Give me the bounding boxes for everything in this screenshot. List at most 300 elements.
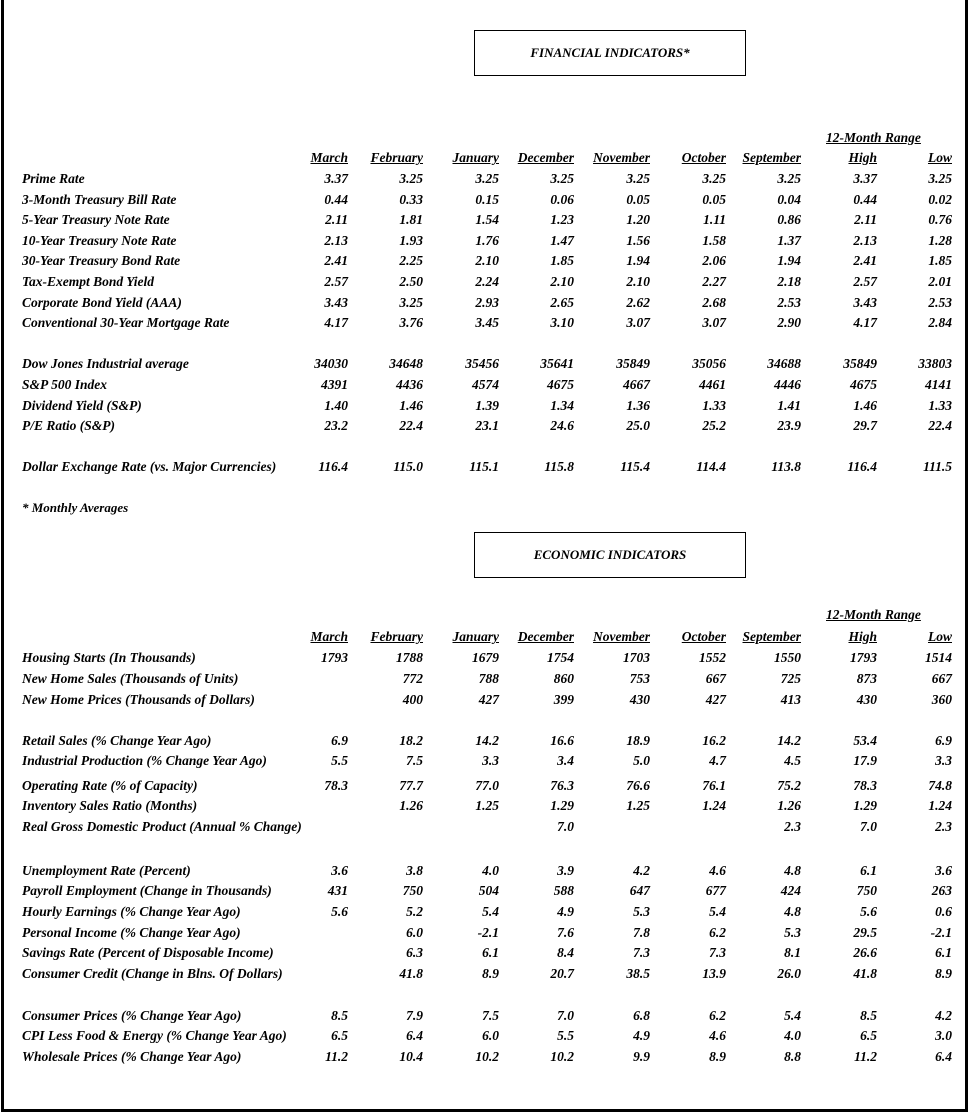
table-cell: 3.43 [853, 295, 877, 310]
table-cell: 41.8 [853, 966, 877, 981]
table-cell: 18.9 [626, 733, 650, 748]
table-cell: 2.41 [853, 253, 877, 268]
table-cell: 8.1 [784, 945, 801, 960]
table-cell: 115.0 [393, 459, 423, 474]
table-cell: 6.2 [709, 1008, 726, 1023]
table-cell: 76.3 [550, 778, 574, 793]
table-cell: 3.37 [853, 171, 877, 186]
table-cell: 1703 [623, 650, 650, 665]
table-cell: 3.07 [626, 315, 650, 330]
table-cell: 26.0 [777, 966, 801, 981]
table-cell: 38.5 [626, 966, 650, 981]
table-cell: 34030 [314, 356, 348, 371]
table-cell: 25.0 [626, 418, 650, 433]
table-cell: 1.94 [626, 253, 650, 268]
table-cell: 3.25 [550, 171, 574, 186]
table-row [0, 416, 975, 436]
table-cell: 3.43 [324, 295, 348, 310]
table-cell: 1.41 [777, 398, 801, 413]
row-label: Wholesale Prices (% Change Year Ago) [22, 1049, 242, 1064]
table-cell: 1.34 [550, 398, 574, 413]
table-cell: 2.68 [702, 295, 726, 310]
table-cell: 2.11 [325, 212, 348, 227]
table-cell: 76.1 [702, 778, 726, 793]
table-cell: 0.33 [399, 192, 423, 207]
table-cell: 4667 [623, 377, 650, 392]
table-cell: 1.39 [475, 398, 499, 413]
table-cell: 4.17 [853, 315, 877, 330]
table-cell: 4.5 [784, 753, 801, 768]
economic-title-box [474, 532, 746, 578]
table-cell: 76.6 [626, 778, 650, 793]
table-cell: 725 [780, 671, 801, 686]
table-cell: 6.4 [406, 1028, 423, 1043]
table-cell: 0.06 [550, 192, 574, 207]
table-cell: 4675 [850, 377, 877, 392]
table-cell: 4461 [699, 377, 726, 392]
table-cell: 115.4 [620, 459, 650, 474]
column-header: High [848, 629, 877, 644]
table-cell: 1514 [925, 650, 952, 665]
table-cell: 1.29 [853, 798, 877, 813]
table-row [0, 669, 975, 689]
table-cell: 5.6 [860, 904, 877, 919]
table-cell: 4446 [774, 377, 801, 392]
row-label: 30-Year Treasury Bond Rate [22, 253, 181, 268]
table-cell: 4.0 [784, 1028, 801, 1043]
table-cell: 3.76 [399, 315, 423, 330]
column-header: December [517, 629, 574, 644]
table-cell: 18.2 [399, 733, 423, 748]
table-cell: 22.4 [928, 418, 952, 433]
table-cell: 1.81 [399, 212, 423, 227]
table-cell: 7.5 [482, 1008, 499, 1023]
row-label: Hourly Earnings (% Change Year Ago) [22, 904, 241, 919]
table-cell: 3.07 [702, 315, 726, 330]
row-label: 10-Year Treasury Note Rate [22, 233, 177, 248]
table-cell: 2.90 [777, 315, 801, 330]
table-cell: 1.25 [475, 798, 499, 813]
financial-footnote-row [0, 498, 975, 518]
table-cell: 2.41 [324, 253, 348, 268]
table-cell: 1.36 [626, 398, 650, 413]
table-cell: 6.3 [406, 945, 423, 960]
table-cell: 2.13 [324, 233, 348, 248]
table-cell: 4.6 [709, 863, 726, 878]
table-row [0, 396, 975, 416]
table-cell: 2.13 [853, 233, 877, 248]
table-cell: 25.2 [702, 418, 726, 433]
table-row [0, 251, 975, 271]
table-cell: 1.20 [626, 212, 650, 227]
table-cell: 3.6 [935, 863, 952, 878]
table-cell: 3.25 [626, 171, 650, 186]
table-row [0, 751, 975, 771]
table-cell: 1550 [774, 650, 801, 665]
table-cell: 6.5 [860, 1028, 877, 1043]
table-cell: 0.05 [626, 192, 650, 207]
table-cell: 4.0 [482, 863, 499, 878]
table-cell: 7.3 [633, 945, 650, 960]
table-cell: 2.18 [777, 274, 801, 289]
table-cell: 750 [856, 883, 877, 898]
table-cell: 16.6 [550, 733, 574, 748]
table-row [0, 648, 975, 668]
table-cell: 3.9 [557, 863, 574, 878]
table-cell: 2.3 [935, 819, 952, 834]
table-cell: 6.1 [860, 863, 877, 878]
financial-column-headers [0, 148, 975, 168]
table-cell: 3.6 [331, 863, 348, 878]
table-row [0, 375, 975, 395]
table-cell: 10.2 [475, 1049, 499, 1064]
table-cell: 4.7 [709, 753, 726, 768]
table-cell: 22.4 [399, 418, 423, 433]
table-cell: 9.9 [633, 1049, 650, 1064]
table-cell: 3.45 [475, 315, 499, 330]
table-cell: 427 [705, 692, 726, 707]
table-cell: 78.3 [853, 778, 877, 793]
table-cell: 4675 [547, 377, 574, 392]
table-cell: 4391 [321, 377, 348, 392]
table-cell: 2.24 [475, 274, 499, 289]
table-cell: 3.25 [475, 171, 499, 186]
table-cell: 1.56 [626, 233, 650, 248]
column-header: February [370, 629, 423, 644]
table-cell: 77.0 [475, 778, 499, 793]
economic-column-headers [0, 627, 975, 647]
table-cell: 588 [553, 883, 574, 898]
row-label: Savings Rate (Percent of Disposable Income) [22, 945, 274, 960]
table-cell: 29.7 [853, 418, 877, 433]
table-cell: 116.4 [847, 459, 877, 474]
table-cell: 4574 [472, 377, 499, 392]
table-cell: 1.33 [928, 398, 952, 413]
table-cell: 0.86 [777, 212, 801, 227]
table-cell: -2.1 [930, 925, 952, 940]
table-row [0, 354, 975, 374]
table-cell: 1.94 [777, 253, 801, 268]
table-cell: 3.3 [482, 753, 499, 768]
column-header: March [310, 150, 348, 165]
row-label: Prime Rate [22, 171, 85, 186]
row-label: Inventory Sales Ratio (Months) [22, 798, 198, 813]
table-cell: 2.3 [784, 819, 801, 834]
table-cell: 6.9 [331, 733, 348, 748]
table-cell: 3.25 [399, 171, 423, 186]
table-cell: 772 [402, 671, 423, 686]
table-cell: 5.3 [633, 904, 650, 919]
table-cell: 6.1 [482, 945, 499, 960]
financial-footnote: * Monthly Averages [22, 500, 129, 515]
table-row [0, 293, 975, 313]
table-cell: 1552 [699, 650, 726, 665]
table-cell: 78.3 [324, 778, 348, 793]
table-cell: 424 [780, 883, 801, 898]
row-label: Conventional 30-Year Mortgage Rate [22, 315, 230, 330]
table-cell: 5.6 [331, 904, 348, 919]
row-label: Corporate Bond Yield (AAA) [22, 295, 182, 310]
table-cell: 115.8 [544, 459, 574, 474]
table-row [0, 776, 975, 796]
table-cell: 5.3 [784, 925, 801, 940]
table-cell: 2.84 [928, 315, 952, 330]
table-cell: 399 [553, 692, 574, 707]
table-cell: 33803 [918, 356, 952, 371]
table-row [0, 796, 975, 816]
table-cell: 0.04 [777, 192, 801, 207]
table-cell: 1.93 [399, 233, 423, 248]
table-cell: 14.2 [475, 733, 499, 748]
table-cell: 11.2 [325, 1049, 348, 1064]
table-cell: 1788 [396, 650, 423, 665]
table-cell: 430 [629, 692, 650, 707]
table-cell: 2.06 [702, 253, 726, 268]
row-label: Operating Rate (% of Capacity) [22, 778, 198, 793]
table-cell: 788 [478, 671, 499, 686]
table-cell: 1754 [547, 650, 574, 665]
table-cell: 1.40 [324, 398, 348, 413]
table-cell: 4.9 [633, 1028, 650, 1043]
table-cell: 6.1 [935, 945, 952, 960]
table-cell: 2.50 [399, 274, 423, 289]
table-cell: 400 [402, 692, 423, 707]
table-cell: 4.8 [784, 863, 801, 878]
table-cell: 1.76 [475, 233, 499, 248]
table-cell: 860 [553, 671, 574, 686]
table-cell: 4.2 [935, 1008, 952, 1023]
table-cell: 29.5 [853, 925, 877, 940]
table-cell: 114.4 [696, 459, 726, 474]
table-cell: 413 [780, 692, 801, 707]
table-cell: 1.46 [399, 398, 423, 413]
table-cell: 2.53 [777, 295, 801, 310]
table-row [0, 190, 975, 210]
table-cell: 4436 [396, 377, 423, 392]
table-cell: 14.2 [777, 733, 801, 748]
table-cell: 2.65 [550, 295, 574, 310]
row-label: Tax-Exempt Bond Yield [22, 274, 155, 289]
table-cell: 6.2 [709, 925, 726, 940]
column-header: December [517, 150, 574, 165]
table-cell: 23.9 [777, 418, 801, 433]
table-cell: 113.8 [771, 459, 801, 474]
table-cell: 0.15 [475, 192, 499, 207]
table-cell: 5.4 [482, 904, 499, 919]
table-cell: 1.23 [550, 212, 574, 227]
row-label: S&P 500 Index [22, 377, 108, 392]
table-cell: 6.4 [935, 1049, 952, 1064]
table-row [0, 902, 975, 922]
row-label: Payroll Employment (Change in Thousands) [22, 883, 272, 898]
table-cell: 16.2 [702, 733, 726, 748]
row-label: P/E Ratio (S&P) [22, 418, 116, 433]
table-cell: 2.62 [626, 295, 650, 310]
table-cell: 3.3 [935, 753, 952, 768]
table-row [0, 313, 975, 333]
table-cell: 13.9 [702, 966, 726, 981]
table-cell: 5.5 [557, 1028, 574, 1043]
table-cell: 1.11 [703, 212, 726, 227]
table-cell: 1793 [850, 650, 877, 665]
table-row [0, 210, 975, 230]
table-cell: 17.9 [853, 753, 877, 768]
table-cell: 4.17 [324, 315, 348, 330]
table-row [0, 1006, 975, 1026]
table-cell: 427 [478, 692, 499, 707]
table-cell: 1.37 [777, 233, 801, 248]
table-cell: 1.24 [702, 798, 726, 813]
table-cell: 1.58 [702, 233, 726, 248]
financial-title-box [474, 30, 746, 76]
column-header: January [452, 150, 499, 165]
column-header: Low [927, 629, 952, 644]
column-header: Low [927, 150, 952, 165]
table-cell: 4.2 [633, 863, 650, 878]
row-label: Real Gross Domestic Product (Annual % Change) [22, 819, 302, 834]
table-cell: 3.0 [935, 1028, 952, 1043]
table-cell: 2.10 [550, 274, 574, 289]
table-row [0, 861, 975, 881]
row-label: Industrial Production (% Change Year Ago) [22, 753, 267, 768]
table-cell: 74.8 [928, 778, 952, 793]
table-cell: 431 [327, 883, 348, 898]
table-cell: 7.8 [633, 925, 650, 940]
table-row [0, 923, 975, 943]
table-cell: 115.1 [469, 459, 499, 474]
table-cell: 6.5 [331, 1028, 348, 1043]
table-cell: 263 [931, 883, 952, 898]
row-label: CPI Less Food & Energy (% Change Year Ago) [22, 1028, 287, 1043]
table-cell: 753 [629, 671, 650, 686]
table-cell: 41.8 [399, 966, 423, 981]
table-cell: 8.9 [935, 966, 952, 981]
table-cell: 1.26 [777, 798, 801, 813]
table-cell: 3.8 [406, 863, 423, 878]
table-cell: 35849 [843, 356, 877, 371]
column-header: February [370, 150, 423, 165]
table-cell: 116.4 [318, 459, 348, 474]
table-cell: 35849 [616, 356, 650, 371]
table-cell: 3.10 [550, 315, 574, 330]
table-cell: 2.57 [853, 274, 877, 289]
table-cell: 111.5 [923, 459, 952, 474]
column-header: October [681, 629, 726, 644]
table-cell: 10.2 [550, 1049, 574, 1064]
table-cell: 7.6 [557, 925, 574, 940]
column-header: High [848, 150, 877, 165]
table-cell: 35641 [540, 356, 574, 371]
table-cell: 5.5 [331, 753, 348, 768]
table-cell: 34648 [389, 356, 423, 371]
table-row [0, 943, 975, 963]
table-cell: 1.33 [702, 398, 726, 413]
table-cell: 2.11 [854, 212, 877, 227]
column-header: January [452, 629, 499, 644]
table-cell: 1.24 [928, 798, 952, 813]
row-label: Consumer Credit (Change in Blns. Of Dollars) [22, 966, 283, 981]
table-cell: 2.10 [626, 274, 650, 289]
table-cell: 5.4 [784, 1008, 801, 1023]
table-cell: 430 [856, 692, 877, 707]
row-label: 5-Year Treasury Note Rate [22, 212, 170, 227]
row-label: New Home Sales (Thousands of Units) [22, 671, 239, 686]
table-cell: 1.25 [626, 798, 650, 813]
column-header: March [310, 629, 348, 644]
table-cell: 3.25 [399, 295, 423, 310]
table-cell: 2.25 [399, 253, 423, 268]
row-label: Dollar Exchange Rate (vs. Major Currencies) [22, 459, 277, 474]
table-cell: 6.0 [482, 1028, 499, 1043]
row-label: Housing Starts (In Thousands) [22, 650, 196, 665]
table-cell: 7.0 [557, 1008, 574, 1023]
table-cell: 4.8 [784, 904, 801, 919]
table-cell: 8.8 [784, 1049, 801, 1064]
table-cell: 5.2 [406, 904, 423, 919]
table-cell: -2.1 [477, 925, 499, 940]
table-cell: 26.6 [853, 945, 877, 960]
table-cell: 0.44 [853, 192, 877, 207]
table-cell: 35056 [692, 356, 726, 371]
table-cell: 8.9 [482, 966, 499, 981]
table-row [0, 1047, 975, 1067]
table-cell: 7.9 [406, 1008, 423, 1023]
column-header: September [742, 150, 801, 165]
table-cell: 1.46 [853, 398, 877, 413]
table-row [0, 731, 975, 751]
table-cell: 667 [705, 671, 726, 686]
table-cell: 0.05 [702, 192, 726, 207]
table-cell: 5.0 [633, 753, 650, 768]
column-header: September [742, 629, 801, 644]
table-cell: 647 [629, 883, 650, 898]
table-cell: 6.8 [633, 1008, 650, 1023]
table-cell: 4141 [925, 377, 952, 392]
table-cell: 1.85 [550, 253, 574, 268]
table-cell: 873 [856, 671, 877, 686]
table-cell: 8.4 [557, 945, 574, 960]
table-cell: 2.53 [928, 295, 952, 310]
table-cell: 24.6 [550, 418, 574, 433]
row-label: Consumer Prices (% Change Year Ago) [22, 1008, 242, 1023]
table-cell: 1.47 [550, 233, 574, 248]
table-cell: 2.10 [475, 253, 499, 268]
table-cell: 10.4 [399, 1049, 423, 1064]
table-cell: 667 [931, 671, 952, 686]
table-cell: 75.2 [777, 778, 801, 793]
table-cell: 11.2 [854, 1049, 877, 1064]
table-cell: 677 [705, 883, 726, 898]
table-cell: 3.4 [557, 753, 574, 768]
table-row [0, 817, 975, 837]
table-cell: 3.25 [702, 171, 726, 186]
table-cell: 35456 [465, 356, 499, 371]
table-cell: 77.7 [399, 778, 423, 793]
table-cell: 1679 [472, 650, 499, 665]
table-cell: 23.2 [324, 418, 348, 433]
table-row [0, 964, 975, 984]
table-cell: 750 [402, 883, 423, 898]
table-cell: 2.57 [324, 274, 348, 289]
table-row [0, 272, 975, 292]
financial-title: FINANCIAL INDICATORS* [530, 45, 690, 60]
table-row [0, 690, 975, 710]
table-row [0, 457, 975, 477]
table-cell: 1.85 [928, 253, 952, 268]
economic-title: ECONOMIC INDICATORS [533, 547, 687, 562]
row-label: 3-Month Treasury Bill Rate [22, 192, 177, 207]
table-cell: 20.7 [550, 966, 574, 981]
